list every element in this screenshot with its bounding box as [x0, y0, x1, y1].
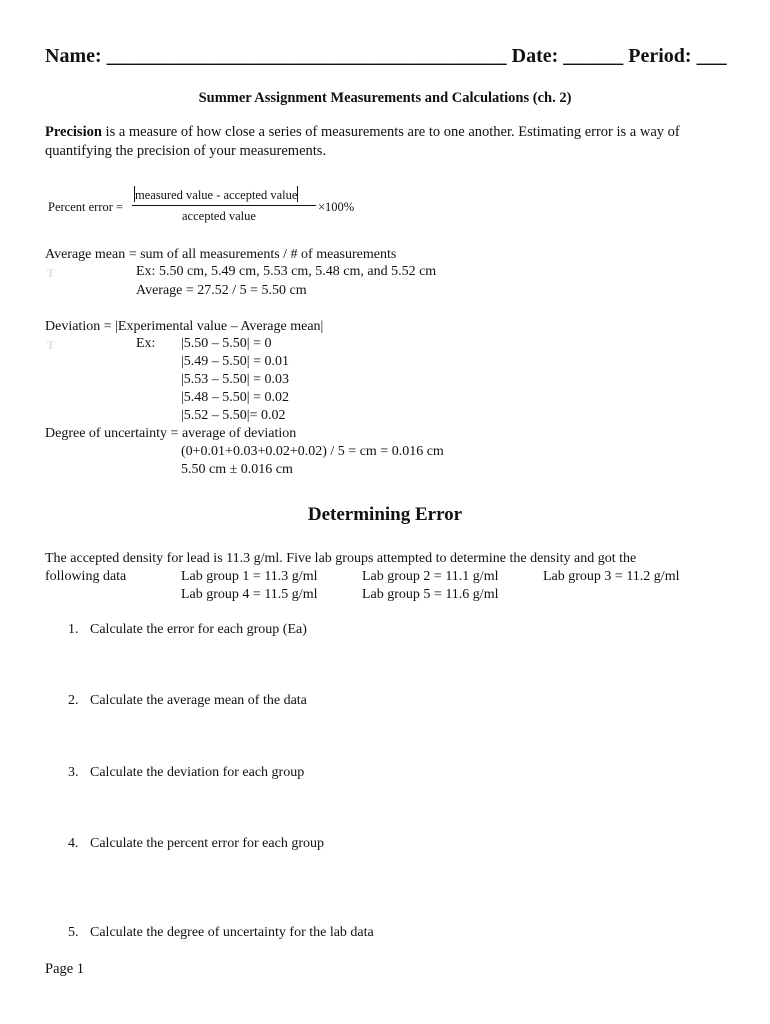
section-heading: Determining Error: [307, 504, 463, 525]
page-title: Summer Assignment Measurements and Calculations (ch. 2): [198, 90, 572, 106]
period-blank: ___: [696, 45, 727, 67]
average-example: Ex: 5.50 cm, 5.49 cm, 5.53 cm, 5.48 cm, and 5.52 cm: [136, 264, 437, 279]
question-3: 3. Calculate the deviation for each group: [68, 765, 305, 780]
period-label: Period:: [628, 45, 692, 67]
uncertainty-calculation: (0+0.01+0.03+0.02+0.02) / 5 = cm = 0.016 cm: [181, 444, 444, 459]
deviation-line: |5.48 – 5.50| = 0.02: [181, 390, 290, 405]
lab-group-4: Lab group 4 = 11.5 g/ml: [181, 587, 318, 602]
problem-line1: The accepted density for lead is 11.3 g/ml. Five lab groups attempted to determine the density and got the: [45, 551, 637, 566]
question-4: 4. Calculate the percent error for each group: [68, 836, 324, 851]
question-1: 1. Calculate the error for each group (Ea): [68, 622, 307, 637]
precision-term: Precision: [45, 124, 102, 140]
deviation-line: |5.49 – 5.50| = 0.01: [181, 354, 290, 369]
uncertainty-definition: Degree of uncertainty = average of deviation: [45, 426, 297, 441]
deviation-marker: T: [47, 338, 55, 352]
lab-group-5: Lab group 5 = 11.6 g/ml: [362, 587, 499, 602]
average-marker: T: [47, 266, 55, 280]
question-5: 5. Calculate the degree of uncertainty for the lab data: [68, 925, 374, 940]
deviation-definition: Deviation = |Experimental value – Average mean|: [45, 319, 324, 334]
lab-group-1: Lab group 1 = 11.3 g/ml: [181, 569, 318, 584]
lab-group-3: Lab group 3 = 11.2 g/ml: [543, 569, 680, 584]
question-2: 2. Calculate the average mean of the data: [68, 693, 307, 708]
deviation-line: |5.52 – 5.50|= 0.02: [181, 408, 286, 423]
uncertainty-result: 5.50 cm ± 0.016 cm: [181, 462, 293, 477]
deviation-line: |5.50 – 5.50| = 0: [181, 336, 272, 351]
average-result: Average = 27.52 / 5 = 5.50 cm: [136, 283, 307, 298]
intro-line1: is a measure of how close a series of measurements are to one another. Estimating error is a way of: [101, 124, 680, 140]
formula-label: Percent error =: [48, 200, 124, 214]
name-label: Name:: [45, 45, 102, 67]
formula-multiplier: ×100%: [318, 200, 355, 214]
lab-group-2: Lab group 2 = 11.1 g/ml: [362, 569, 499, 584]
formula-numerator: measured value - accepted value: [135, 188, 298, 202]
date-label: Date:: [511, 45, 559, 67]
date-blank: ______: [563, 45, 624, 67]
name-blank: ________________________________________: [106, 45, 507, 67]
header-fields: [45, 45, 727, 68]
intro-paragraph: [45, 123, 735, 161]
problem-line2-lead: following data: [45, 569, 127, 584]
page-number: Page 1: [45, 961, 85, 977]
intro-line2: quantifying the precision of your measurements.: [45, 143, 327, 159]
average-definition: Average mean = sum of all measurements / # of measurements: [45, 247, 397, 262]
deviation-ex-label: Ex:: [136, 336, 156, 351]
fraction-line: [132, 205, 316, 206]
formula-denominator: accepted value: [182, 209, 256, 223]
deviation-line: |5.53 – 5.50| = 0.03: [181, 372, 290, 387]
